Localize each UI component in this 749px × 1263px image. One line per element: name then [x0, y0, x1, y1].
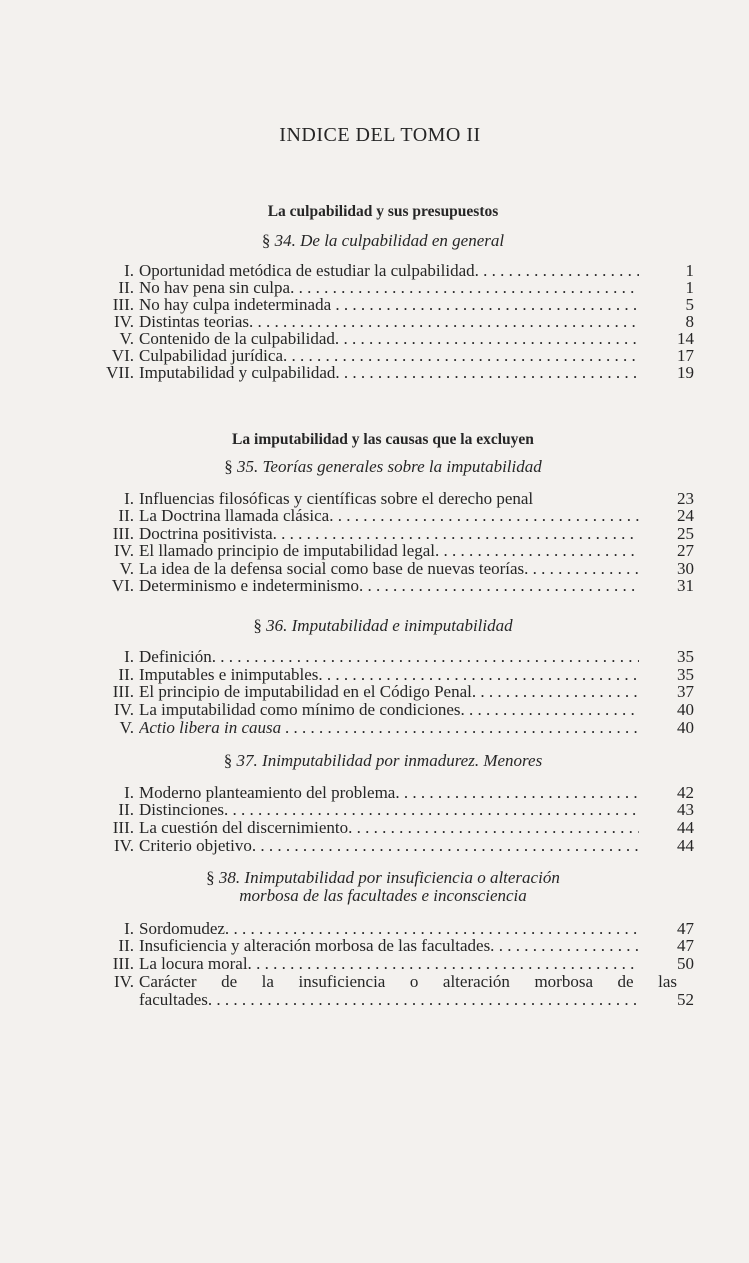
- entry-page-number: 47: [677, 919, 694, 938]
- entry-numeral: I.: [124, 919, 134, 938]
- entry-page-number: 19: [677, 363, 694, 382]
- toc-entry[interactable]: [100, 525, 700, 543]
- toc-entry[interactable]: [100, 837, 700, 855]
- toc-entry[interactable]: [100, 701, 700, 719]
- toc-entry[interactable]: [100, 364, 700, 382]
- toc-entry[interactable]: [100, 719, 700, 737]
- entry-numeral: II.: [118, 506, 134, 525]
- section-heading: [0, 617, 749, 635]
- entry-page-number: 47: [677, 936, 694, 955]
- entry-numeral: II.: [118, 665, 134, 684]
- toc-entry[interactable]: [100, 648, 700, 666]
- entry-text: No hay culpa indeterminada . . .: [139, 296, 639, 314]
- toc-entry[interactable]: [100, 819, 700, 837]
- entry-numeral: I.: [124, 783, 134, 802]
- section-symbol: §: [206, 868, 215, 887]
- entry-numeral: II.: [118, 278, 134, 297]
- toc-entry[interactable]: [100, 937, 700, 955]
- entry-page-number: 27: [677, 541, 694, 560]
- entry-page-number: 42: [677, 783, 694, 802]
- toc-entry-continuation[interactable]: [100, 991, 700, 1009]
- toc-entry[interactable]: [100, 262, 700, 280]
- toc-entry[interactable]: [100, 784, 700, 802]
- entry-text: Doctrina positivista. . . .: [139, 525, 639, 543]
- entry-text: Imputables e inimputables. . . .: [139, 666, 639, 684]
- entry-text: Culpabilidad jurídica. . . .: [139, 347, 639, 365]
- entry-page-number: 40: [677, 718, 694, 737]
- entry-page-number: 44: [677, 818, 694, 837]
- entry-text: La locura moral. . . .: [139, 955, 639, 973]
- entry-text: La idea de la defensa social como base de nuevas teorías. . . .: [139, 560, 639, 578]
- part-heading: La culpabilidad y sus presupuestos: [267, 203, 499, 220]
- section-symbol: §: [224, 457, 233, 476]
- toc-entry[interactable]: [100, 973, 700, 991]
- entry-page-number: 43: [677, 800, 694, 819]
- toc-entry[interactable]: [100, 920, 700, 938]
- entry-numeral: II.: [118, 800, 134, 819]
- entry-page-number: 30: [677, 559, 694, 578]
- section-symbol: §: [223, 751, 233, 770]
- entry-page-number: 23: [677, 489, 694, 508]
- page-title: INDICE DEL TOMO II: [279, 124, 481, 146]
- entry-text: Criterio objetivo. . . .: [139, 837, 639, 855]
- section-symbol: §: [261, 231, 271, 250]
- entry-numeral: IV.: [114, 312, 134, 331]
- entry-numeral: VII.: [106, 363, 134, 382]
- entry-text: El principio de imputabilidad en el Código Penal. . . .: [139, 683, 639, 701]
- entry-numeral: I.: [124, 261, 134, 280]
- toc-entry[interactable]: [100, 955, 700, 973]
- entry-numeral: IV.: [114, 836, 134, 855]
- entry-numeral: III.: [112, 524, 134, 543]
- entry-page-number: 37: [677, 682, 694, 701]
- entry-numeral: I.: [124, 489, 134, 508]
- entry-numeral: I.: [124, 647, 134, 666]
- entry-page-number: 5: [685, 295, 694, 314]
- entry-text: Distintas teorias. . . .: [139, 313, 639, 331]
- entry-text: Determinismo e indeterminismo. . . .: [139, 577, 639, 595]
- entry-page-number: 35: [677, 665, 694, 684]
- entry-numeral: VI.: [111, 576, 134, 595]
- toc-entry[interactable]: [100, 801, 700, 819]
- toc-entry[interactable]: [100, 542, 700, 560]
- entry-numeral: IV.: [114, 541, 134, 560]
- toc-entry[interactable]: [100, 279, 700, 297]
- section-title: 36. Imputabilidad e inimputabilidad: [266, 616, 513, 635]
- entry-page-number: 52: [677, 990, 694, 1009]
- entry-text: El llamado principio de imputabilidad legal. . . .: [139, 542, 639, 560]
- entry-numeral: V.: [119, 559, 134, 578]
- entry-numeral: IV.: [114, 700, 134, 719]
- entry-numeral: III.: [112, 818, 134, 837]
- section-title: 35. Teorías generales sobre la imputabilidad: [237, 457, 542, 476]
- section-title: 37. Inimputabilidad por inmadurez. Menores: [236, 751, 543, 770]
- toc-entry[interactable]: [100, 313, 700, 331]
- section-symbol: §: [253, 616, 262, 635]
- toc-entry[interactable]: [100, 347, 700, 365]
- section-title: 34. De la culpabilidad en general: [274, 231, 505, 250]
- section-heading: [0, 869, 749, 905]
- entry-page-number: 24: [677, 506, 694, 525]
- entry-text: Actio libera in causa . . .: [139, 719, 639, 737]
- entry-text: Sordomudez. . . .: [139, 920, 639, 938]
- section-heading: [0, 458, 749, 476]
- entry-page-number: 50: [677, 954, 694, 973]
- entry-text-line2: facultades. . . .: [139, 991, 639, 1009]
- entry-numeral: IV.: [114, 972, 134, 991]
- entry-text: Distinciones. . . .: [139, 801, 639, 819]
- entry-numeral: II.: [118, 936, 134, 955]
- entry-text: La cuestión del discernimiento. . . .: [139, 819, 639, 837]
- entry-text: Oportunidad metódica de estudiar la culpabilidad. . . .: [139, 262, 639, 280]
- toc-entry[interactable]: [100, 330, 700, 348]
- toc-entry[interactable]: [100, 560, 700, 578]
- entry-numeral: III.: [112, 682, 134, 701]
- toc-entry[interactable]: [100, 296, 700, 314]
- section-title-line2: morbosa de las facultades e inconsciencia: [239, 886, 527, 905]
- entry-page-number: 31: [677, 576, 694, 595]
- entry-page-number: 1: [685, 278, 694, 297]
- entry-numeral: V.: [119, 718, 134, 737]
- entry-text: No hav pena sin culpa. . . .: [139, 279, 639, 297]
- entry-page-number: 8: [685, 312, 694, 331]
- section-heading: [0, 232, 749, 250]
- entry-numeral: III.: [112, 295, 134, 314]
- entry-text: Influencias filosóficas y científicas sobre el derecho penal: [139, 490, 534, 508]
- entry-text: La Doctrina llamada clásica. . . .: [139, 507, 639, 525]
- entry-page-number: 40: [677, 700, 694, 719]
- entry-page-number: 44: [677, 836, 694, 855]
- toc-entry[interactable]: [100, 507, 700, 525]
- entry-page-number: 17: [677, 346, 694, 365]
- toc-entry[interactable]: [100, 683, 700, 701]
- entry-page-number: 14: [677, 329, 694, 348]
- entry-numeral: V.: [119, 329, 134, 348]
- entry-numeral: VI.: [111, 346, 134, 365]
- entry-page-number: 25: [677, 524, 694, 543]
- entry-text: Definición. . . .: [139, 648, 639, 666]
- entry-page-number: 1: [685, 261, 694, 280]
- entry-text: Imputabilidad y culpabilidad. . . .: [139, 364, 639, 382]
- toc-entry[interactable]: [100, 577, 700, 595]
- toc-entry[interactable]: [100, 666, 700, 684]
- section-title: 38. Inimputabilidad por insuficiencia o alteración: [218, 868, 560, 887]
- entry-page-number: 35: [677, 647, 694, 666]
- toc-entry[interactable]: [100, 490, 700, 508]
- part-heading: La imputabilidad y las causas que la excluyen: [232, 431, 534, 448]
- entry-text: Moderno planteamiento del problema. . . .: [139, 784, 639, 802]
- entry-numeral: III.: [112, 954, 134, 973]
- entry-text: Carácter de la insuficiencia o alteración morbosa de las: [139, 973, 677, 991]
- entry-text: La imputabilidad como mínimo de condiciones. . . .: [139, 701, 639, 719]
- entry-text: Insuficiencia y alteración morbosa de las facultades. . . .: [139, 937, 639, 955]
- entry-text: Contenido de la culpabilidad. . . .: [139, 330, 639, 348]
- section-heading: [0, 752, 749, 770]
